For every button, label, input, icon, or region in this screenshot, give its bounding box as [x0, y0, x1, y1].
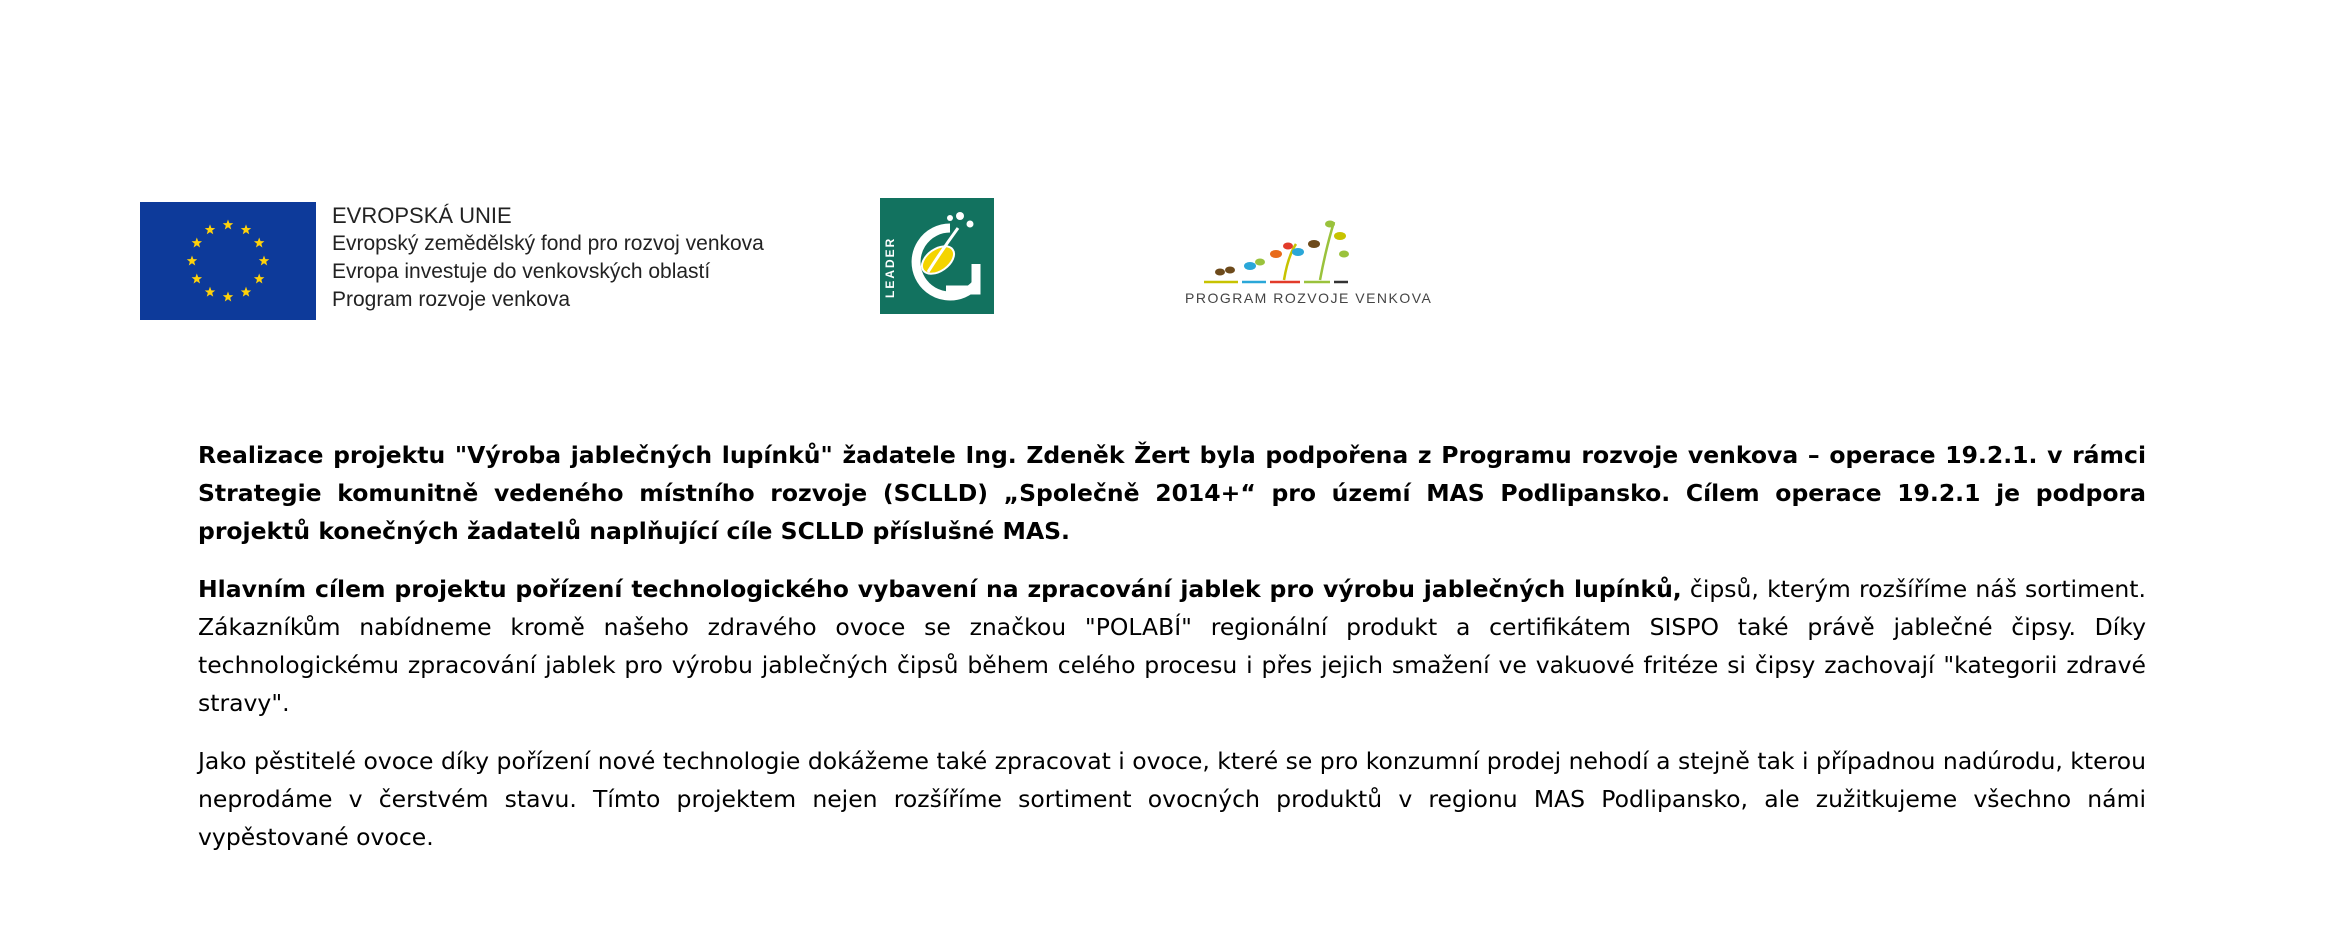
eu-title: EVROPSKÁ UNIE	[332, 203, 512, 228]
paragraph-1: Realizace projektu "Výroba jablečných lupínků" žadatele Ing. Zdeněk Žert byla podpořena z Programu rozvoje venkova – operace 19.2.1. v rámci Strategie komunitně vedeného místního rozvoje (SCLLD) „Společně 2014+“ pro území MAS Podlipansko. Cílem operace 19.2.1 je podpora projektů konečných žadatelů naplňující cíle SCLLD příslušné MAS.	[198, 441, 2146, 545]
logo-row	[140, 196, 1480, 324]
article-body	[198, 436, 2146, 876]
eu-line-1: Evropský zemědělský fond pro rozvoj venkova	[332, 232, 764, 255]
paragraph-2-rest: čipsů, kterým rozšíříme náš sortiment. Zákazníkům nabídneme kromě našeho zdravého ovoce se značkou "POLABÍ" regionální produkt a certifikátem SISPO také právě jablečné čipsy. Díky technologickému zpracování jablek pro výrobu jablečných čipsů během celého procesu i přes jejich smažení ve vakuové fritéze si čipsy zachovají "kategorii zdravé stravy".	[198, 575, 2146, 717]
leader-label: LEADER	[883, 236, 897, 298]
eu-flag-icon	[140, 202, 316, 320]
leader-logo-icon	[880, 198, 994, 314]
paragraph-2-bold-lead: Hlavním cílem projektu pořízení technologického vybavení na zpracování jablek pro výrobu jablečných lupínků,	[198, 575, 1682, 603]
paragraph-2	[198, 570, 2146, 722]
eu-line-3: Program rozvoje venkova	[332, 288, 571, 311]
prv-caption: PROGRAM ROZVOJE VENKOVA	[1185, 290, 1433, 306]
eu-text-block	[332, 202, 764, 314]
paragraph-3: Jako pěstitelé ovoce díky pořízení nové technologie dokážeme také zpracovat i ovoce, které se pro konzumní prodej nehodí a stejně tak i případnou nadúrodu, kterou neprodáme v čerstvém stavu. Tímto projektem nejen rozšíříme sortiment ovocných produktů v regionu MAS Podlipansko, ale zužitkujeme všechno námi vypěstované ovoce.	[198, 747, 2146, 851]
eu-line-2: Evropa investuje do venkovských oblastí	[332, 260, 711, 283]
